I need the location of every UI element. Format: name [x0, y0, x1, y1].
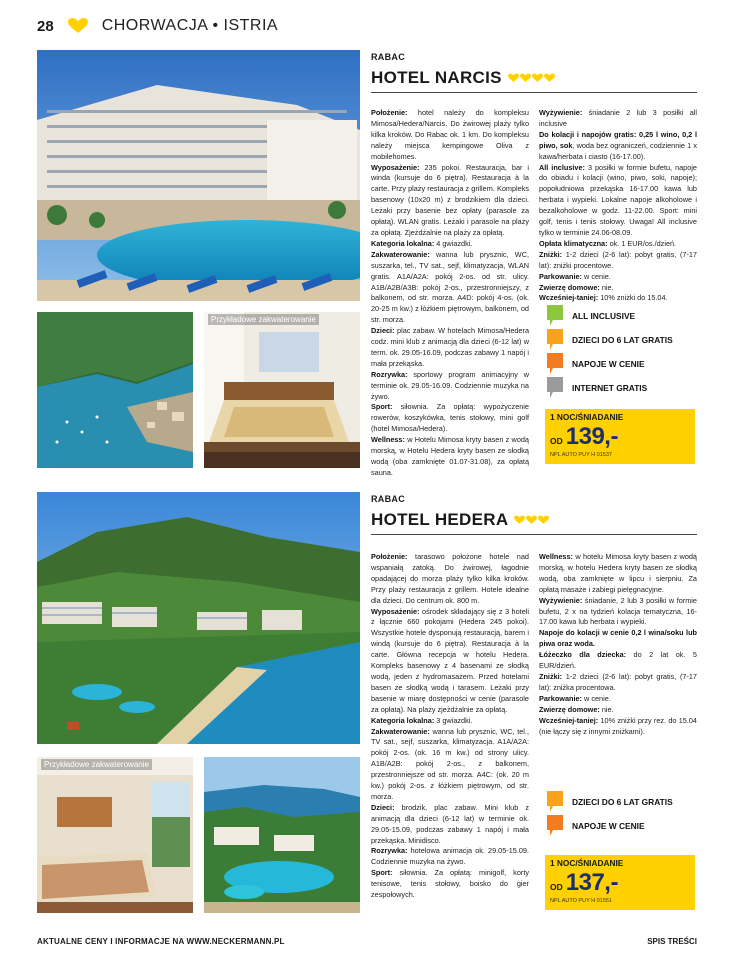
- star-heart-icon: [538, 515, 549, 525]
- description-label: Dzieci:: [371, 326, 395, 336]
- hotel-stars: [514, 515, 549, 525]
- description-text: plac zabaw. W hotelach Mimosa/Hedera codz. mini klub z animacją dla dzieci (6-12 lat) w term. ok. 29.05-16.09, podczas zabawy 1 napój i mała przekąska.: [371, 326, 529, 368]
- hotel-narcis-main-photo: [37, 50, 360, 301]
- description-paragraph: [371, 435, 529, 479]
- description-label: Zwierzę domowe:: [539, 282, 600, 292]
- description-text: siłownia. Za opłatą: wypożyczenie rowerów, koszykówka, tenis stołowy, mini golf (hotel Mimosa/Hedera).: [371, 402, 529, 434]
- price-code: NPL AUTO PUY H 01551: [550, 898, 612, 904]
- price-value: 137,-: [565, 869, 618, 896]
- description-paragraph: [371, 607, 529, 716]
- star-heart-icon: [520, 73, 531, 83]
- description-label: Zniżki:: [539, 249, 563, 259]
- description-paragraph: [539, 272, 697, 283]
- accommodation-caption: Przykładowe zakwaterowanie: [208, 314, 319, 325]
- hotel-location: RABAC: [371, 52, 405, 62]
- description-text: hotelowa animacja ok. 29.05-15.09. Codziennie muzyka na żywo.: [371, 846, 529, 867]
- feature-item: [547, 790, 673, 814]
- description-label: Wellness:: [371, 435, 405, 445]
- description-paragraph: [539, 283, 697, 294]
- feature-label: INTERNET GRATIS: [572, 383, 648, 393]
- description-label: Napoje do kolacji w cenie 0,2 l wina/soku lub piwa oraz woda.: [539, 628, 697, 649]
- description-paragraph: [539, 672, 697, 694]
- description-text: śniadanie, 2 lub 3 posiłki w formie bufetu, 2 x na tydzień kolacja tematyczna, 16-17.00 kawa lub herbata i wypieki.: [539, 595, 697, 627]
- hotel-narcis-price-box[interactable]: [545, 409, 695, 464]
- description-text: 3 posiłki w formie bufetu, napoje do obiadu i kolacji (wino, piwo, soki, napoje); popołudniowa przekąska 16-17.00 kawa lub herbata i wypieki. Lokalne napoje alkoholowe i bezalkoholowe w godz. 11-22.00. Sport: mini golf, tenis i tenis stołowy. Uwaga! All inclusive tylko w terminie 24.06-08.09.: [539, 162, 697, 237]
- feature-flag-icon: [547, 353, 563, 375]
- description-label: Wcześniej-taniej:: [539, 293, 599, 303]
- feature-label: DZIECI DO 6 LAT GRATIS: [572, 797, 673, 807]
- description-paragraph: [539, 108, 697, 130]
- description-label: Wyposażenie:: [371, 162, 420, 172]
- page-header: [37, 14, 278, 38]
- description-label: Parkowanie:: [539, 693, 582, 703]
- description-text: sportowy program animacyjny w terminie ok. 29.05-16.09. Codziennie muzyka na żywo.: [371, 369, 529, 401]
- description-text: 1-2 dzieci (2-6 lat): pobyt gratis, (7-17 lat): zniżka procentowa.: [539, 671, 697, 692]
- hotel-hedera-features: [547, 790, 673, 838]
- description-text: tarasowo położone hotele nad wspaniałą zatoką. Do żwirowej, łagodnie opadającej do morza plaży tylko kilka kroków. Przy plaży restauracja z grillem. Hotele idealne dla dzieci. Do centrum ok. 800 m.: [371, 552, 529, 605]
- divider: [371, 534, 697, 535]
- description-text: siłownia. Za opłatą: minigolf, korty tenisowe, tenis stołowy, boisko do gier zespołowych.: [371, 868, 529, 900]
- hotel-hedera-main-photo: [37, 492, 360, 744]
- description-text: 235 pokoi. Restauracja, bar i winda (kursuje do 6 piętra). Restauracja à la carte. Przy plaży restauracja z grillem. Kompleks basenowy (10x20 m) z brodzikiem dla dzieci. Leżaki przy basenie bez opłaty (parasole za opłatą). WLAN gratis. Leżaki i parasole na plaży za opłatą. Zjeżdżalnie na plaży za opłatą.: [371, 162, 529, 237]
- description-text: śniadanie 2 lub 3 posiłki all inclusive: [539, 108, 697, 128]
- star-heart-icon: [526, 515, 537, 525]
- description-paragraph: [371, 239, 529, 250]
- feature-item: [547, 376, 673, 400]
- description-text: nie.: [599, 704, 614, 714]
- description-text: wanna lub prysznic, WC, suszarka, tel., TV sat., sejf, klimatyzacja, WLAN gratis. A1A/A2A: pokój 2-os. od str. ulicy. A1B/A2B/A3B: pokój 2-os., przestronniejszy, z balkonem, od str. morza. A4D: pokój 4-os. (ok. 20-25 m kw.) z łóżkiem piętrowym, balkonem, od str. morza.: [371, 249, 529, 325]
- description-label: Do kolacji i napojów gratis: 0,25 l wino, 0,2 l piwo, sok: [539, 129, 697, 150]
- description-label: Zakwaterowanie:: [371, 726, 430, 736]
- divider: [371, 92, 697, 93]
- page-number: 28: [37, 17, 54, 35]
- description-label: Parkowanie:: [539, 271, 582, 281]
- description-text: w cenie.: [582, 693, 611, 703]
- description-label: Dzieci:: [371, 802, 395, 812]
- description-label: Zakwaterowanie:: [371, 249, 430, 259]
- star-heart-icon: [514, 515, 525, 525]
- description-paragraph: [539, 596, 697, 629]
- hotel-hedera-price-box[interactable]: [545, 855, 695, 910]
- hotel-name: HOTEL NARCIS: [371, 68, 502, 87]
- description-paragraph: [371, 552, 529, 607]
- description-paragraph: [539, 628, 697, 650]
- star-heart-icon: [508, 73, 519, 83]
- hotel-stars: [508, 73, 555, 83]
- description-paragraph: [371, 727, 529, 803]
- description-paragraph: [539, 250, 697, 272]
- price-title: 1 NOC/ŚNIADANIE: [550, 858, 624, 868]
- footer-website-link[interactable]: AKTUALNE CENY I INFORMACJE NA WWW.NECKERMANN.PL: [37, 937, 285, 946]
- feature-label: ALL INCLUSIVE: [572, 311, 636, 321]
- description-paragraph: [539, 552, 697, 596]
- price-value: 139,-: [565, 423, 618, 450]
- description-label: Położenie:: [371, 108, 408, 117]
- description-text: w Hotelu Mimosa kryty basen z wodą morską, w Hotelu Hedera kryty basen ze słodką wodą (oba zamknięte 01.07-31.08), za opłatą sauna.: [371, 435, 529, 477]
- description-paragraph: [371, 163, 529, 239]
- hotel-hedera-room-photo: [37, 757, 193, 913]
- feature-flag-icon: [547, 329, 563, 351]
- description-text: hotel należy do kompleksu Mimosa/Hedera/Narcis. Do żwirowej plaży tylko kilka kroków. Do Rabac ok. 1 km. Do kompleksu należy miejsca kempingowe Oliva z mobilehomes.: [371, 108, 529, 161]
- table-of-contents-link[interactable]: SPIS TREŚCI: [647, 937, 697, 946]
- description-paragraph: [539, 716, 697, 738]
- price-prefix: OD: [550, 436, 563, 446]
- hotel-hedera-heading: [371, 494, 697, 535]
- description-label: Sport:: [371, 402, 393, 412]
- description-text: 3 gwiazdki.: [434, 715, 473, 725]
- description-paragraph: [539, 694, 697, 705]
- description-label: Wyżywienie:: [539, 595, 583, 605]
- feature-label: NAPOJE W CENIE: [572, 821, 645, 831]
- hotel-narcis-heading: [371, 52, 697, 93]
- feature-flag-icon: [547, 377, 563, 399]
- description-paragraph: [371, 108, 529, 163]
- description-text: 10% zniżki przy rez. do 15.04 (nie łączy się z innymi zniżkami).: [539, 715, 697, 736]
- description-label: Wyposażenie:: [371, 606, 420, 616]
- description-text: nie.: [599, 282, 614, 292]
- description-label: Rozrywka:: [371, 846, 408, 856]
- description-label: Rozrywka:: [371, 369, 408, 379]
- description-label: Zwierzę domowe:: [539, 704, 600, 714]
- description-paragraph: [539, 130, 697, 163]
- price-title: 1 NOC/ŚNIADANIE: [550, 412, 624, 422]
- description-label: Kategoria lokalna:: [371, 715, 435, 725]
- description-text: ośrodek składający się z 3 hoteli z łącznie 660 pokojami (Hedera 245 pokoi). Wszystkie hotele dysponują restauracją, barem i windą (kursuje do 6 piętra). Restauracja à la carte. Główna recepcja w hotelu Hedera. Kompleks basenowy z 4 basenami ze słodką wodą, jeden z hydromasażem. Przed hotelami basen ze słodką wodą i tarasem. Leżaki przy basenie w miarę dostępności w cenie (parasole za opłatą). Na plaży zjeżdżalnie za opłatą.: [371, 606, 529, 714]
- feature-flag-icon: [547, 305, 563, 327]
- hotel-narcis-description-col1: [371, 108, 529, 479]
- description-text: w cenie.: [582, 271, 611, 281]
- feature-label: NAPOJE W CENIE: [572, 359, 645, 369]
- description-paragraph: [371, 326, 529, 370]
- description-paragraph: [539, 650, 697, 672]
- description-paragraph: [539, 239, 697, 250]
- description-text: 10% zniżki do 15.04.: [598, 293, 668, 303]
- description-text: 1-2 dzieci (2-6 lat): pobyt gratis, (7-17 lat): zniżki procentowe.: [539, 249, 697, 270]
- star-heart-icon: [544, 73, 555, 83]
- hotel-narcis-description-col2: [539, 108, 697, 304]
- description-label: Opłata klimatyczna:: [539, 238, 608, 248]
- section-title: CHORWACJA • ISTRIA: [101, 17, 279, 34]
- description-label: Położenie:: [371, 552, 408, 561]
- feature-flag-icon: [547, 791, 563, 813]
- hotel-name: HOTEL HEDERA: [371, 510, 509, 529]
- hotel-hedera-description-col2: [539, 552, 697, 737]
- hotel-narcis-bay-photo: [37, 312, 193, 468]
- hotel-narcis-features: [547, 304, 673, 400]
- star-heart-icon: [532, 73, 543, 83]
- accommodation-caption: Przykładowe zakwaterowanie: [41, 759, 152, 770]
- hotel-location: RABAC: [371, 494, 405, 504]
- feature-label: DZIECI DO 6 LAT GRATIS: [572, 335, 673, 345]
- description-paragraph: [371, 370, 529, 403]
- description-label: Wyżywienie:: [539, 108, 583, 117]
- description-text: ok. 1 EUR/os./dzień.: [607, 238, 677, 248]
- feature-item: [547, 328, 673, 352]
- description-text: 4 gwiazdki.: [434, 238, 473, 248]
- description-paragraph: [371, 402, 529, 435]
- description-label: Kategoria lokalna:: [371, 238, 435, 248]
- feature-flag-icon: [547, 815, 563, 837]
- description-label: Zniżki:: [539, 671, 563, 681]
- feature-item: [547, 814, 673, 838]
- description-label: Sport:: [371, 868, 393, 878]
- heart-logo-icon: [68, 18, 88, 34]
- description-label: All inclusive:: [539, 162, 585, 172]
- description-label: Wcześniej-taniej:: [539, 715, 599, 725]
- description-paragraph: [539, 705, 697, 716]
- description-paragraph: [371, 716, 529, 727]
- description-text: , woda bez ograniczeń, codziennie 1 x kawa/herbata i ciasto (16-17.00).: [539, 140, 697, 161]
- description-paragraph: [539, 293, 697, 304]
- description-text: do 2 lat ok. 5 EUR/dzień.: [539, 650, 697, 671]
- hotel-hedera-description-col1: [371, 552, 529, 901]
- description-label: Wellness:: [539, 552, 573, 561]
- description-text: w hotelu Mimosa kryty basen z wodą morską, w hotelu Hedera kryty basen ze słodką wodą, oba zamknięte w lipcu i sierpniu. Za opłatą masaże i zabiegi pielęgnacyjne.: [539, 552, 697, 594]
- description-paragraph: [371, 846, 529, 868]
- description-paragraph: [371, 803, 529, 847]
- description-paragraph: [371, 868, 529, 901]
- hotel-hedera-pool-photo: [204, 757, 360, 913]
- description-text: wanna lub prysznic, WC, tel., TV sat., sejf, suszarka, klimatyzacja. A1A/A2A: pokój 2-os. (ok. 16 m kw.) od strony ulicy. A1B/A2B: pokój 2-os., z balkonem, przestronniejsze od str. morza. A4C: (ok. 20 m kw.) pokój 2-os. z łóżkiem piętrowym, od str. morza.: [371, 726, 529, 801]
- price-code: NPL AUTO PUY H 01537: [550, 452, 612, 458]
- price-prefix: OD: [550, 882, 563, 892]
- description-label: Łóżeczko dla dziecka:: [539, 650, 627, 660]
- description-text: brodzik, plac zabaw. Mini klub z animacją dla dzieci (6-12 lat) w terminie ok. 29.05-15.09, podczas zabawy 1 napój i mała przekąska. Minidisco.: [371, 802, 529, 845]
- feature-item: [547, 352, 673, 376]
- description-paragraph: [539, 163, 697, 239]
- hotel-narcis-room-photo: [204, 312, 360, 468]
- description-paragraph: [371, 250, 529, 326]
- feature-item: [547, 304, 673, 328]
